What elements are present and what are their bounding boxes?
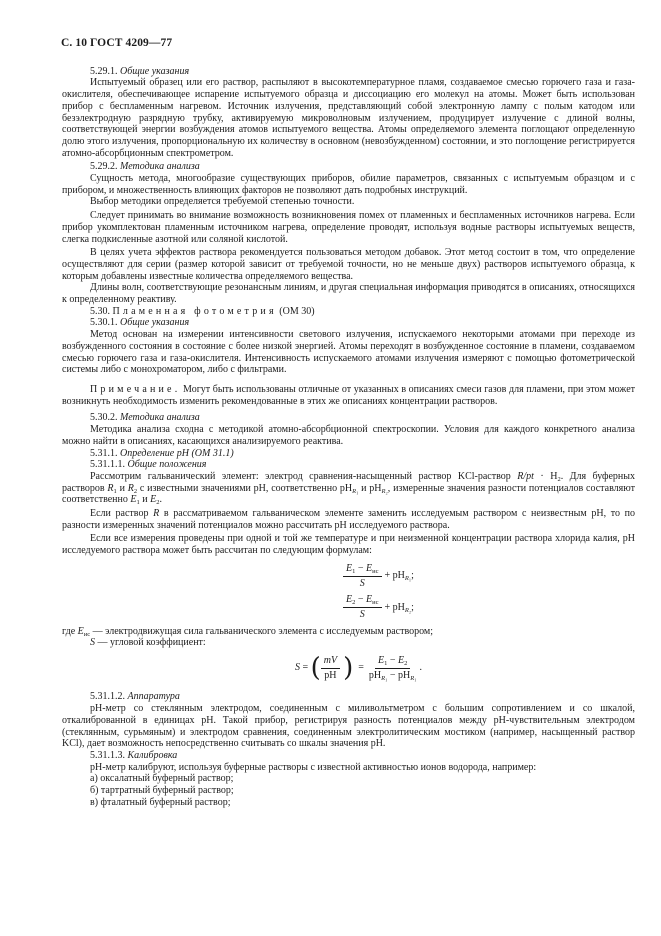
section-5-31-1-2-text: pH-метр со стеклянным электродом, соединенным с миливольтметром с большим сопротивлением и со шкалой, откалиброванной в единицах pH. Такой прибор, регистрируя разность потенциалов между pH-чувствительным электродом (стеклянным, сурьмяным) и электродом сравнения, соединенным электролитическим мостиком (например, насыщенный раствор KCl), дает возможность непосредственно считывать со шкалы значения pH.	[62, 703, 635, 750]
list-item: б) тартратный буферный раствор;	[90, 785, 234, 797]
section-5-29-2-heading: 5.29.2. Методика анализа	[90, 161, 200, 173]
section-5-30-1-heading: 5.30.1. Общие указания	[90, 317, 190, 329]
where-clause-2: S — угловой коэффициент:	[90, 637, 206, 649]
section-5-30-heading: 5.30. Пламенная фотометрия (ОМ 30)	[90, 305, 315, 317]
section-5-31-1-2-heading: 5.31.1.2. Аппаратура	[90, 691, 180, 703]
section-5-31-1-1-heading: 5.31.1.1. Общие положения	[90, 459, 207, 471]
section-5-31-1-heading: 5.31.1. Определение рН (ОМ 31.1)	[90, 447, 234, 459]
list-item: а) оксалатный буферный раствор;	[90, 773, 234, 785]
section-5-29-2-paragraph-2: Выбор методики определяется требуемой степенью точности.	[90, 196, 355, 208]
note	[62, 384, 635, 407]
section-5-30-2-heading: 5.30.2. Методика анализа	[90, 412, 200, 424]
note-text: Могут быть использованы отличные от указанных в описаниях смеси газов для пламени, при этом может возникнуть необходимость изменить рекомендованные в этих же описаниях концентрации растворов.	[62, 383, 635, 407]
section-5-31-1-3-text: pH-метр калибруют, используя буферные растворы с известной активностью ионов водорода, например:	[90, 761, 537, 773]
section-5-30-1-text: Метод основан на измерении интенсивности светового излучения, испускаемого некоторыми атомами при переходе из возбужденного состояния в состояние с более низкой энергией. Атомы переходят в возбужденное состояние в пламени, создаваемом смесью горючего газа и газа-окислителя. Интенсивность испускаемого атомами излучения измеряют с помощью фотометрической системы либо с монохроматором, либо с фильтрами.	[62, 329, 635, 376]
section-5-31-1-1-paragraph-1: Рассмотрим гальванический элемент: электрод сравнения-насыщенный раствор KCl-раствор $R/pt \cdot H_2$. Для буферных растворов $R_1$ и $R_2$ с известными значениями рН, соответственно $рН_{R_1}$ и $рН_{R_2}$, измеренные значения разности потенциалов составляют соответственно $E_1$ и $E_2$.	[62, 470, 635, 507]
where-clause-1: где $E_{ис}$ — электродвижущая сила гальванического элемента с исследуемым раствором;	[62, 625, 434, 638]
list-item: в) фталатный буферный раствор;	[90, 796, 231, 808]
page-header: С. 10 ГОСТ 4209—77	[61, 37, 173, 49]
formula-2: $\frac{E_2 - E_{ис}}{S}$ + $рН_{R_2}$;	[122, 594, 635, 620]
section-5-30-2-text: Методика анализа сходна с методикой атомно-абсорбционной спектроскопии. Условия для каждого конкретного анализа можно найти в описаниях, касающихся анализируемого реактива.	[62, 424, 635, 447]
formula-1: $\frac{E_1 - E_{ис}}{S}$ + $рН_{R_1}$;	[122, 563, 635, 589]
section-5-31-1-1-paragraph-2: Если раствор R в рассматриваемом гальваническом элементе заменить исследуемым раствором с неизвестным рН, то по разности измеренных значений потенциалов можно рассчитать рН исследуемого раствора.	[62, 508, 635, 531]
section-5-29-2-paragraph-3: Следует принимать во внимание возможность возникновения помех от пламенных и беспламенных источников нагрева. Если прибор укомплектован пламенным источником нагрева, определение проводят, используя водные растворы испытуемых веществ, слегка подкисленные азотной или соляной кислотой.	[62, 210, 635, 245]
section-5-29-2-paragraph-1: Сущность метода, многообразие существующих приборов, обилие параметров, связанных с испытуемым образцом и с прибором, и множественность влияющих факторов не позволяют дать подробных инструкций.	[62, 173, 635, 196]
section-5-29-1-heading: 5.29.1. Общие указания	[90, 65, 190, 77]
section-5-31-1-1-paragraph-3: Если все измерения проведены при одной и той же температуре и при неизменной концентрации раствора хлорида калия, pH исследуемого раствора может быть рассчитан по следующим формулам:	[62, 533, 635, 557]
note-label: Примечание.	[90, 383, 181, 395]
formula-slope: S = ( $\frac{mV}{рН}$ ) = $\frac{E_1 - E_2}{рН_{R_1} - рН_{R_1}}$ .	[294, 653, 423, 684]
section-5-29-1-text: Испытуемый образец или его раствор, распыляют в высокотемпературное пламя, создаваемое смесью горючего газа и газа-окислителя, обеспечивающее испарение испытуемого образца и диссоциацию его молекул на атомы. Может быть использован прибор с беспламенным нагревом. Источник излучения, представляющий собой электронную лампу с полым катодом или безэлектродную разрядную трубку, активируемую микроволновым излучением, продуцирует излучение с длиной волны, соответствующей энергии возбуждения атомов испытуемого вещества. Атомы определяемого элемента поглощают определенную долю этого излучения, пропорциональную их количеству в основном (невозбужденном) состоянии, и это поглощение регистрируется атомно-абсорбционным спектрометром.	[62, 77, 635, 159]
section-5-31-1-3-heading: 5.31.1.3. Калибровка	[90, 749, 178, 761]
section-5-29-2-paragraph-4: В целях учета эффектов раствора рекомендуется пользоваться методом добавок. Этот метод состоит в том, что определение осуществляют для серии (размер которой зависит от требуемой точности, но не меньше двух) растворов испытуемого образца, к которым добавлены известные количества определяемого вещества.	[62, 247, 635, 282]
section-5-29-2-paragraph-5: Длины волн, соответствующие резонансным линиям, и другая специальная информация приводятся в описаниях, относящихся к определенному реактиву.	[62, 282, 635, 306]
